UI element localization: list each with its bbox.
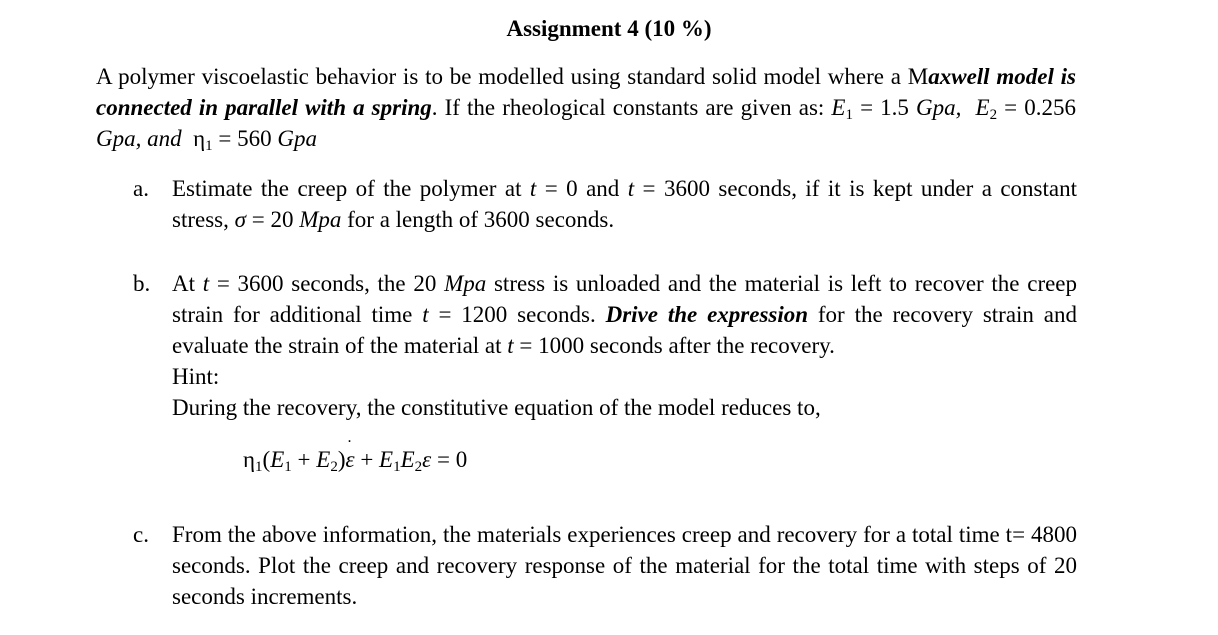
time-variable: t (529, 176, 537, 201)
eq-e1-sub: 1 (393, 459, 401, 475)
question-b-text (172, 268, 1077, 423)
eq-plus: + (291, 447, 317, 472)
question-a-label: a. (133, 176, 149, 201)
eq-rhs: = 0 (431, 447, 468, 472)
question-c-label: c. (133, 522, 149, 547)
question-a-text (172, 173, 1077, 235)
mpa-unit: Mpa (299, 207, 342, 232)
sigma-symbol: σ (234, 207, 246, 232)
eta-subscript: 1 (205, 138, 213, 154)
eq-e2-sub: 2 (414, 459, 423, 475)
eq-eta: η (243, 447, 256, 472)
hint-label: Hint: (172, 364, 220, 389)
e1-subscript: 1 (845, 107, 853, 123)
eq-e2-sub: 2 (330, 459, 338, 475)
time-variable: t (202, 271, 210, 296)
time-variable: t (422, 302, 429, 327)
time-variable: t (507, 333, 514, 358)
recovery-equation (243, 444, 467, 475)
question-b-part: = 3600 seconds, the 20 (209, 271, 445, 296)
eq-paren: ) (337, 447, 346, 472)
assignment-title: Assignment 4 (10 %) (506, 16, 712, 41)
question-a-part: = 0 and (536, 176, 628, 201)
question-a-part: Estimate the creep of the polymer at (172, 176, 530, 201)
mpa-unit: Mpa (444, 271, 487, 296)
question-b-part: = 1000 seconds after the recovery. (513, 333, 835, 358)
hint-text: During the recovery, the constitutive equation of the model reduces to, (172, 395, 821, 420)
eq-eta-sub: 1 (255, 459, 263, 475)
eq-strain: ε (422, 447, 432, 472)
eta-symbol: η (193, 126, 206, 151)
e2-unit: Gpa, and (96, 126, 182, 151)
intro-text-2: . If the rheological constants are given as: (431, 95, 832, 120)
question-b-paragraph (172, 268, 1077, 361)
question-b-emphasis: Drive the expression (605, 302, 809, 327)
eq-paren: ( (262, 447, 271, 472)
e1-unit: Gpa, (915, 95, 962, 120)
eq-plus: + (354, 447, 380, 472)
eq-e2: E (400, 447, 415, 472)
time-variable: t (627, 176, 635, 201)
question-b-part: for the recovery strain and evaluate the strain of the material at (172, 302, 1077, 358)
e2-subscript: 2 (989, 107, 998, 123)
eq-e1: E (379, 447, 394, 472)
question-a-part: = 3600 seconds, if it is kept under a constant stress, (172, 176, 1077, 232)
eq-e2: E (316, 447, 331, 472)
intro-model-emphasis: axwell model is connected in parallel with a spring (96, 64, 1076, 120)
question-a-part: = 20 (245, 207, 300, 232)
eq-e1: E (270, 447, 285, 472)
question-b-part: stress is unloaded and the material is left to recover the creep strain for additional time (172, 271, 1078, 327)
question-b-label: b. (133, 271, 151, 296)
question-a-part: for a length of 3600 seconds. (341, 207, 615, 232)
question-b-part: At (172, 271, 203, 296)
eta-value: = 560 (212, 126, 278, 151)
question-b-part: = 1200 seconds. (428, 302, 606, 327)
question-c-text: From the above information, the materials experiences creep and recovery for a total time t= 4800 seconds. Plot the creep and recovery response of the material for the total time with steps of 20 seconds increments. (172, 522, 1077, 609)
e2-value: = 0.256 (997, 95, 1076, 120)
e2-symbol: E (975, 95, 990, 120)
intro-text-1: A polymer viscoelastic behavior is to be modelled using standard solid model where a M (96, 64, 929, 89)
eta-unit: Gpa (277, 126, 318, 151)
e1-symbol: E (831, 95, 846, 120)
eq-strain-rate: ˙ ε (345, 444, 354, 475)
problem-statement (96, 61, 1076, 154)
e1-value: = 1.5 (852, 95, 916, 120)
eq-e1-sub: 1 (284, 459, 292, 475)
